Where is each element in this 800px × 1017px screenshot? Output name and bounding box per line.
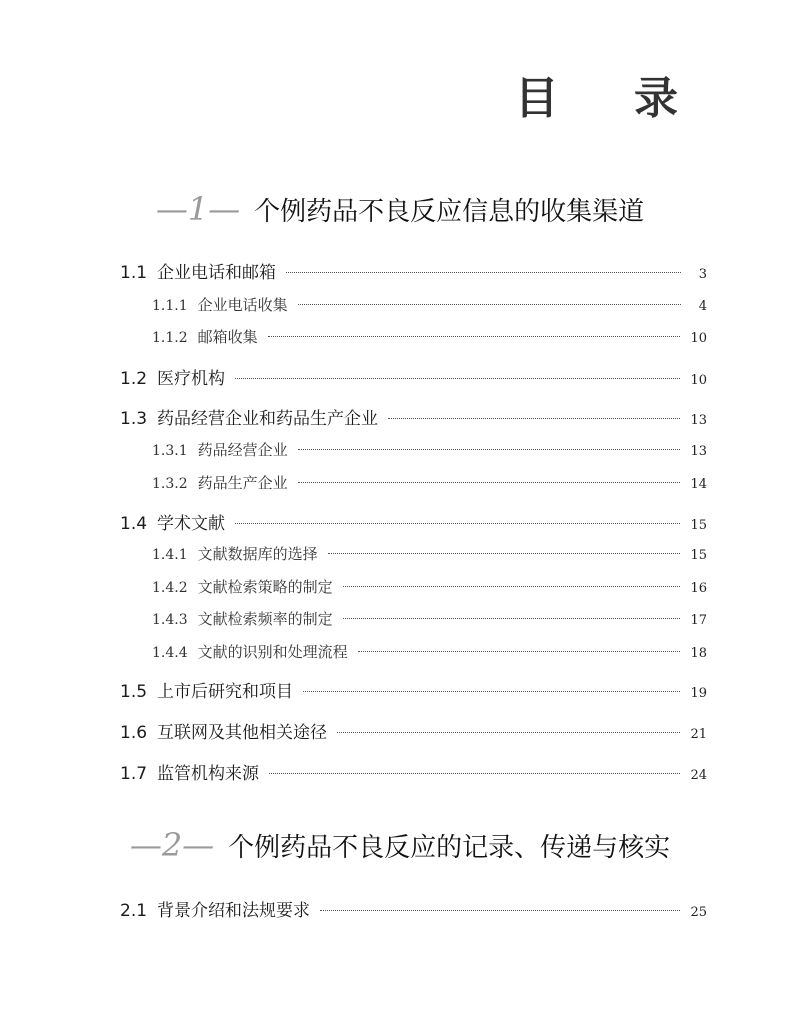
toc-entry-title: 药品生产企业	[197, 474, 288, 492]
toc-entry-page: 25	[690, 905, 707, 920]
toc-entry-page: 24	[690, 768, 707, 783]
toc-entry-page: 4	[698, 299, 707, 314]
toc-entry-page: 10	[690, 331, 707, 346]
toc-entry-page: 10	[690, 373, 707, 388]
toc-entry-page: 21	[690, 727, 707, 742]
dot-leader	[235, 523, 680, 524]
toc-entry-title: 学术文献	[157, 514, 226, 534]
toc-entry-title: 上市后研究和项目	[157, 682, 294, 702]
toc-entry-number: 1.4.3	[152, 612, 188, 628]
toc-entry-page: 13	[690, 444, 707, 459]
toc-entry-number: 1.3.1	[152, 443, 188, 459]
toc-subentry[interactable]	[152, 608, 707, 636]
dot-leader	[286, 272, 681, 273]
toc-entry[interactable]	[120, 896, 707, 924]
dot-leader	[268, 336, 681, 337]
toc-entry-page: 13	[690, 413, 707, 428]
toc-subentry[interactable]	[152, 543, 707, 571]
toc-entry-number: 1.4.2	[152, 580, 188, 596]
toc-entry-page: 14	[690, 477, 707, 492]
toc-entry-number: 1.3	[120, 409, 148, 429]
toc-entry-page: 16	[690, 581, 707, 596]
toc-entry[interactable]	[120, 718, 707, 746]
dot-leader	[298, 304, 681, 305]
toc-subentry[interactable]	[152, 472, 707, 500]
toc-entry-number: 1.2	[120, 369, 148, 389]
dot-leader	[358, 651, 681, 652]
dot-leader	[303, 691, 680, 692]
toc-entry-number: 1.5	[120, 682, 148, 702]
chapter-title: 个例药品不良反应信息的收集渠道	[254, 196, 645, 227]
toc-entry-page: 17	[690, 613, 707, 628]
toc-entry-number: 1.3.2	[152, 476, 188, 492]
toc-entry-page: 19	[690, 686, 707, 701]
toc-subentry[interactable]	[152, 576, 707, 604]
dot-leader	[337, 732, 680, 733]
dot-leader	[235, 378, 680, 379]
toc-entry-number: 1.4.4	[152, 645, 188, 661]
toc-entry-title: 邮箱收集	[197, 328, 258, 346]
toc-entry-title: 文献检索策略的制定	[197, 578, 333, 596]
toc-entry-title: 文献的识别和处理流程	[197, 643, 348, 661]
dot-leader	[388, 418, 680, 419]
toc-subentry[interactable]	[152, 294, 707, 322]
toc-entry[interactable]	[120, 404, 707, 432]
toc-entry-number: 1.1.2	[152, 330, 188, 346]
toc-entry-page: 15	[690, 548, 707, 563]
toc-entry[interactable]	[120, 677, 707, 705]
chapter-heading	[0, 184, 800, 234]
dot-leader	[269, 773, 680, 774]
toc-entry-title: 药品经营企业和药品生产企业	[157, 409, 379, 429]
dot-leader	[343, 618, 681, 619]
toc-entry-page: 15	[690, 518, 707, 533]
toc-entry-number: 1.7	[120, 764, 148, 784]
toc-entry-page: 3	[698, 267, 707, 282]
toc-entry[interactable]	[120, 509, 707, 537]
toc-entry-number: 1.1.1	[152, 298, 188, 314]
chapter-number: —1—	[155, 190, 241, 228]
dot-leader	[320, 910, 680, 911]
toc-subentry[interactable]	[152, 641, 707, 669]
chapter-number: —2—	[129, 826, 215, 864]
toc-entry-number: 1.4.1	[152, 547, 188, 563]
dot-leader	[328, 553, 681, 554]
toc-entry-title: 企业电话和邮箱	[157, 263, 277, 283]
toc-subentry[interactable]	[152, 326, 707, 354]
toc-entry-title: 医疗机构	[157, 369, 226, 389]
toc-entry[interactable]	[120, 258, 707, 286]
toc-subentry[interactable]	[152, 439, 707, 467]
chapter-title: 个例药品不良反应的记录、传递与核实	[228, 832, 671, 863]
dot-leader	[298, 482, 681, 483]
toc-entry-title: 文献检索频率的制定	[197, 610, 333, 628]
page-title: 目 录	[514, 73, 708, 124]
dot-leader	[343, 586, 681, 587]
toc-entry-page: 18	[690, 646, 707, 661]
toc-entry-title: 药品经营企业	[197, 441, 288, 459]
dot-leader	[298, 449, 681, 450]
toc-entry-number: 2.1	[120, 901, 148, 921]
toc-entry-title: 互联网及其他相关途径	[157, 723, 328, 743]
toc-entry-title: 文献数据库的选择	[197, 545, 318, 563]
toc-entry-number: 1.1	[120, 263, 148, 283]
toc-entry-number: 1.6	[120, 723, 148, 743]
toc-entry-title: 企业电话收集	[197, 296, 288, 314]
toc-entry-number: 1.4	[120, 514, 148, 534]
toc-entry[interactable]	[120, 364, 707, 392]
chapter-heading	[0, 820, 800, 870]
toc-entry-title: 监管机构来源	[157, 764, 260, 784]
toc-entry-title: 背景介绍和法规要求	[157, 901, 311, 921]
toc-entry[interactable]	[120, 759, 707, 787]
